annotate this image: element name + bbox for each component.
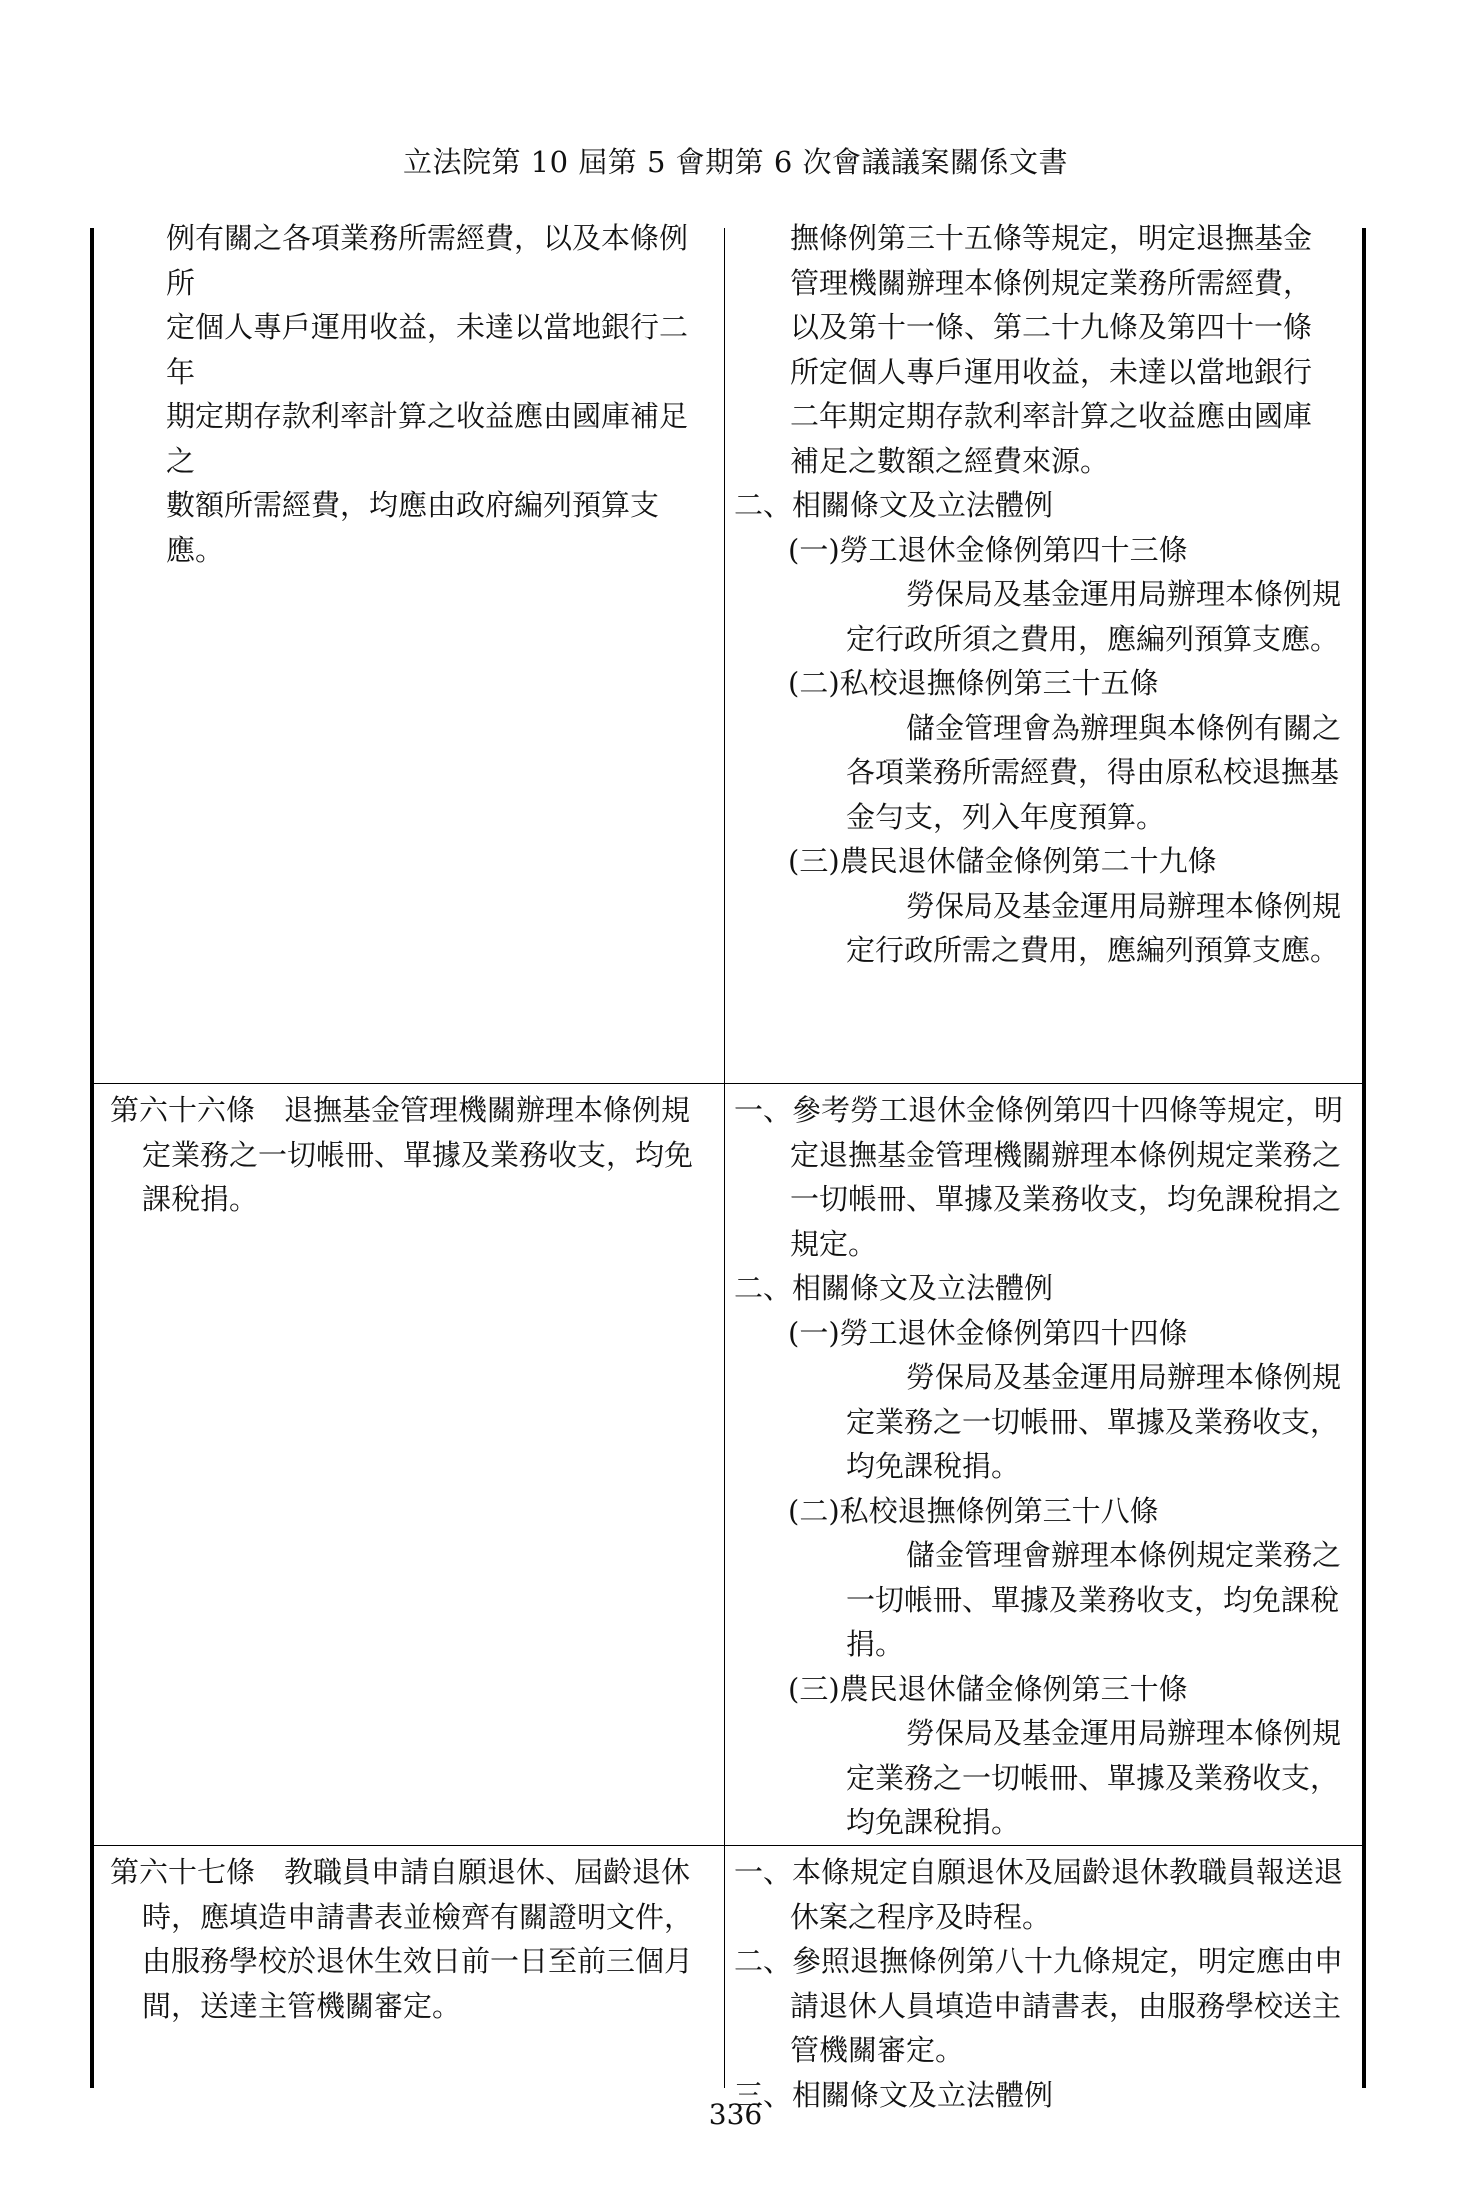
- column-divider: [724, 228, 725, 2088]
- text-line: 定個人專戶運用收益，未達以當地銀行二年: [166, 310, 689, 389]
- text-line: 所定個人專戶運用收益，未達以當地銀行: [790, 354, 1313, 389]
- row1-explanation: [734, 216, 1354, 973]
- sub-item-title: (三)農民退休儲金條例第二十九條: [788, 844, 1217, 878]
- row-divider: [94, 1845, 1362, 1846]
- row2-explanation: [734, 1088, 1354, 1845]
- item-1: 一、參考勞工退休金條例第四十四條等規定，明定退撫基金管理機關辦理本條例規定業務之一切帳冊、單據及業務收支，均免課稅捐之規定。: [734, 1093, 1344, 1261]
- row3-article-text: [110, 1850, 714, 2028]
- sub-item-title: (三)農民退休儲金條例第三十條: [788, 1671, 1188, 1706]
- sub-item-body: 儲金管理會辦理本條例規定業務之一切帳冊、單據及業務收支，均免課稅捐。: [846, 1538, 1342, 1661]
- item-2: 二、參照退撫條例第八十九條規定，明定應由申請退休人員填造申請書表，由服務學校送主管機關審定。: [734, 1944, 1344, 2067]
- row3-explanation: [734, 1850, 1354, 2117]
- text-line: 撫條例第三十五條等規定，明定退撫基金: [790, 221, 1313, 255]
- comparison-table: [90, 221, 1366, 2112]
- sub-item-title: (二)私校退撫條例第三十八條: [788, 1493, 1159, 1528]
- row1-article-text: [110, 216, 714, 572]
- text-line: 二年期定期存款利率計算之收益應由國庫: [790, 399, 1313, 433]
- row-divider: [94, 1083, 1362, 1084]
- sub-item-body: 勞保局及基金運用局辦理本條例規定行政所需之費用，應編列預算支應。: [846, 888, 1342, 967]
- sub-item-title: (二)私校退撫條例第三十五條: [788, 666, 1159, 700]
- continued-item: [734, 216, 1354, 483]
- text-line: 以及第十一條、第二十九條及第四十一條: [790, 310, 1313, 344]
- sub-item-body: 勞保局及基金運用局辦理本條例規定業務之一切帳冊、單據及業務收支，均免課稅捐。: [846, 1716, 1342, 1839]
- article-67: 第六十七條 教職員申請自願退休、屆齡退休時，應填造申請書表並檢齊有關證明文件，由服務學校於退休生效日前一日至前三個月間，送達主管機關審定。: [110, 1855, 694, 2023]
- text-line: 數額所需經費，均應由政府編列預算支應。: [166, 488, 660, 567]
- sub-item-title: (一)勞工退休金條例第四十四條: [788, 1315, 1188, 1350]
- item-heading: 三、相關條文及立法體例: [734, 2077, 1054, 2112]
- item-1: 一、本條規定自願退休及屆齡退休教職員報送退休案之程序及時程。: [734, 1855, 1344, 1934]
- row2-article-text: [110, 1088, 714, 1222]
- item-heading: 二、相關條文及立法體例: [734, 1271, 1054, 1305]
- item-heading: 二、相關條文及立法體例: [734, 488, 1054, 522]
- page-number: 336: [708, 2098, 763, 2131]
- text-line: 補足之數額之經費來源。: [790, 443, 1110, 478]
- sub-item-body: 勞保局及基金運用局辦理本條例規定行政所須之費用，應編列預算支應。: [846, 577, 1342, 656]
- page-header: 立法院第 10 屆第 5 會期第 6 次會議議案關係文書: [402, 145, 1069, 179]
- sub-item-body: 勞保局及基金運用局辦理本條例規定業務之一切帳冊、單據及業務收支，均免課稅捐。: [846, 1360, 1342, 1483]
- text-line: 期定期存款利率計算之收益應由國庫補足之: [166, 399, 689, 478]
- text-line: 例有關之各項業務所需經費，以及本條例所: [166, 221, 689, 300]
- sub-item-title: (一)勞工退休金條例第四十三條: [788, 532, 1188, 567]
- text-line: 管理機關辦理本條例規定業務所需經費，: [790, 265, 1313, 300]
- sub-item-body: 儲金管理會為辦理與本條例有關之各項業務所需經費，得由原私校退撫基金勻支，列入年度預算。: [846, 710, 1342, 834]
- article-66: 第六十六條 退撫基金管理機關辦理本條例規定業務之一切帳冊、單據及業務收支，均免課稅捐。: [110, 1093, 694, 1216]
